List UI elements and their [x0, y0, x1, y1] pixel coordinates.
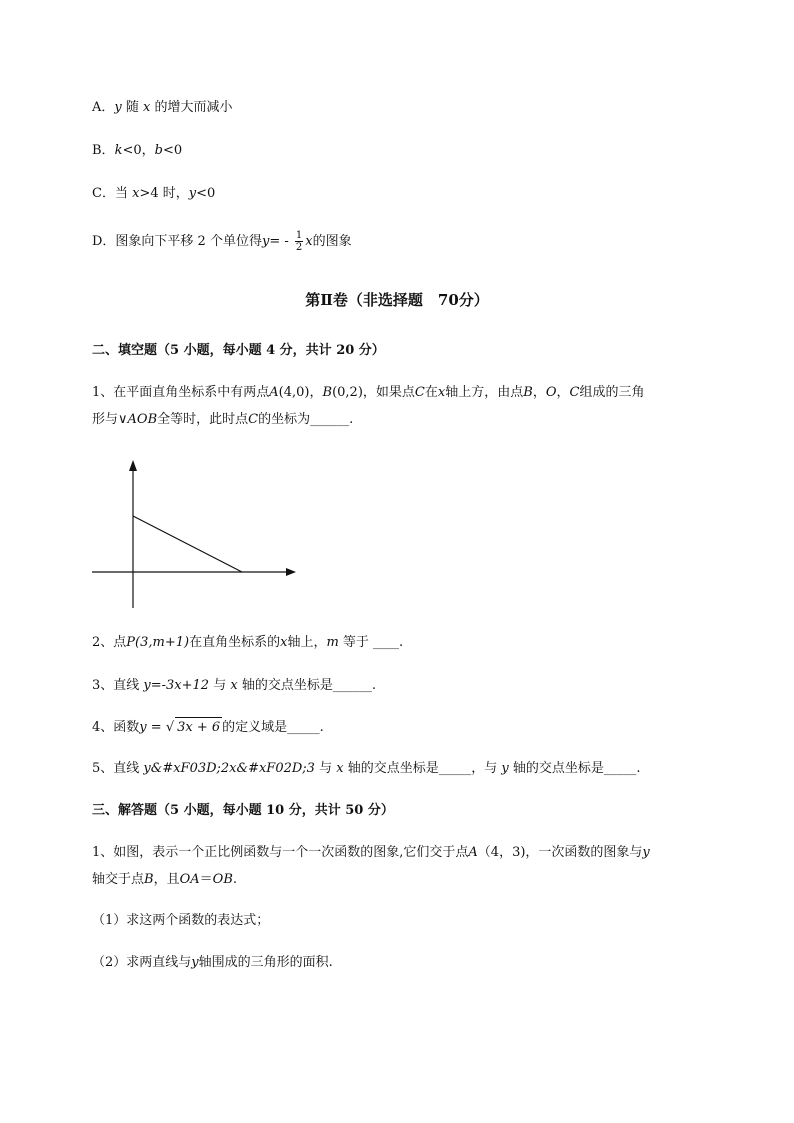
sqrt-radicand: 3x + 6: [175, 717, 222, 738]
part2-text: 轴围成的三角形的面积.: [198, 955, 333, 970]
var-x: x: [230, 678, 238, 693]
point-c: C: [414, 385, 425, 400]
var-y: y: [114, 100, 122, 115]
equals: ＝: [199, 872, 213, 887]
period: .: [232, 872, 238, 887]
part2-text: （2）求两直线与: [92, 955, 192, 970]
q3-text: 轴的交点坐标是______.: [237, 678, 376, 693]
option-c-prefix: C．当: [92, 186, 133, 201]
point-b: B: [523, 385, 533, 400]
fill-q4: [92, 717, 324, 738]
separator: ，: [556, 385, 570, 400]
fill-q1-line2: [92, 410, 353, 430]
q5-text: 与: [314, 761, 337, 776]
q2-text: 轴上，: [287, 635, 327, 650]
var-y: y: [501, 761, 509, 776]
option-a: [92, 98, 233, 118]
option-a-rest: 的增大而减小: [154, 100, 233, 115]
option-d: [92, 230, 352, 254]
q4-text: 的定义域是_____.: [222, 720, 324, 735]
q2-text: 2、点: [92, 635, 127, 650]
coordinate-figure: [92, 450, 312, 615]
fraction-numerator: 1: [295, 230, 303, 241]
solve-q1-text: 1、如图，表示一个正比例函数与一个一次函数的图象,它们交于点: [92, 845, 469, 860]
separator: ，: [309, 385, 323, 400]
q5-text: 轴的交点坐标是_____.: [508, 761, 641, 776]
option-c: [92, 184, 215, 204]
line-equation: y&#xF03D;2x&#xF02D;3: [143, 761, 315, 776]
triangle-aob: ∨AOB: [118, 412, 158, 427]
q1-text: ，如果点: [362, 385, 415, 400]
q5-text: 5、直线: [92, 761, 144, 776]
segment-ob: OB: [212, 872, 233, 887]
solve-q1-text: ，且: [153, 872, 180, 887]
option-d-rest: 的图象: [312, 234, 352, 249]
option-b-text1: <0，: [122, 143, 155, 158]
solve-q1-part2: [92, 953, 333, 973]
point-a-coords: (4,0): [278, 385, 310, 400]
var-x: x: [280, 635, 288, 650]
option-c-text1: >4 时，: [139, 186, 189, 201]
var-y: y: [191, 955, 199, 970]
q1-text: 全等时，此时点: [157, 412, 249, 427]
line-equation: y=-3x+12: [143, 678, 210, 693]
option-b-prefix: B．: [92, 143, 115, 158]
option-a-prefix: A．: [92, 100, 115, 115]
point-b: B: [144, 872, 154, 887]
fill-section-heading: 二、填空题（5 小题，每小题 4 分，共计 20 分）: [92, 343, 385, 358]
point-b-coords: (0,2): [332, 385, 363, 400]
q1-text: 1、在平面直角坐标系中有两点: [92, 385, 270, 400]
q5-text: 轴的交点坐标是_____，与: [343, 761, 502, 776]
fraction-denominator: 2: [295, 242, 303, 253]
point-a: A: [269, 385, 279, 400]
point-b: B: [322, 385, 333, 400]
var-x: x: [437, 385, 446, 400]
sqrt-icon: √: [165, 720, 175, 735]
point-c: C: [248, 412, 259, 427]
x-axis-arrow: [286, 568, 296, 576]
y-axis-arrow: [129, 460, 137, 471]
fill-q1-line1: [92, 383, 644, 403]
option-d-eq: = -: [269, 234, 293, 249]
solve-q1-text: 轴交于点: [92, 872, 145, 887]
section-title: 第Ⅱ卷（非选择题 70分）: [305, 291, 489, 309]
point-p: P: [126, 635, 136, 650]
q3-text: 3、直线: [92, 678, 144, 693]
solve-q1-line2: [92, 870, 237, 890]
separator: ，: [532, 385, 546, 400]
segment-ab: [133, 516, 242, 572]
q3-text: 与: [209, 678, 231, 693]
q2-text: 在直角坐标系的: [189, 635, 281, 650]
var-y: y: [139, 720, 147, 735]
option-a-text: 随: [125, 100, 139, 115]
option-d-prefix: D．图象向下平移 2 个单位得: [92, 234, 262, 249]
var-x: x: [143, 100, 151, 115]
option-b-text2: <0: [162, 143, 183, 158]
fraction-one-half: [295, 230, 303, 253]
fill-q2: [92, 633, 403, 653]
point-a: A: [468, 845, 478, 860]
var-m: m: [326, 635, 339, 650]
q1-text: 形与: [92, 412, 119, 427]
solve-section-heading: 三、解答题（5 小题，每小题 10 分，共计 50 分）: [92, 803, 394, 818]
point-c: C: [569, 385, 580, 400]
var-x: x: [336, 761, 344, 776]
var-k: k: [114, 143, 123, 158]
solve-q1-text: （4，3)，一次函数的图象与: [477, 845, 643, 860]
var-x: x: [132, 186, 140, 201]
equals: =: [146, 720, 166, 735]
option-c-text2: <0: [196, 186, 216, 201]
point-o: O: [545, 385, 557, 400]
segment-oa: OA: [179, 872, 200, 887]
q1-text: 组成的三角: [579, 385, 645, 400]
fill-q3: [92, 676, 376, 696]
q2-text: 等于 ____.: [342, 635, 404, 650]
q1-text: 在: [424, 385, 438, 400]
solve-q1-line1: [92, 843, 650, 863]
var-y: y: [261, 234, 270, 249]
fill-q5: [92, 759, 640, 779]
var-y: y: [188, 186, 197, 201]
var-y: y: [642, 845, 650, 860]
q1-text: 的坐标为______.: [258, 412, 354, 427]
solve-q1-part1: （1）求这两个函数的表达式；: [92, 913, 270, 928]
option-b: [92, 141, 182, 161]
var-b: b: [154, 143, 163, 158]
q4-text: 4、函数: [92, 720, 140, 735]
var-x: x: [305, 234, 313, 249]
q1-text: 轴上方，由点: [445, 385, 524, 400]
point-p-coords: (3,m+1): [135, 635, 190, 650]
